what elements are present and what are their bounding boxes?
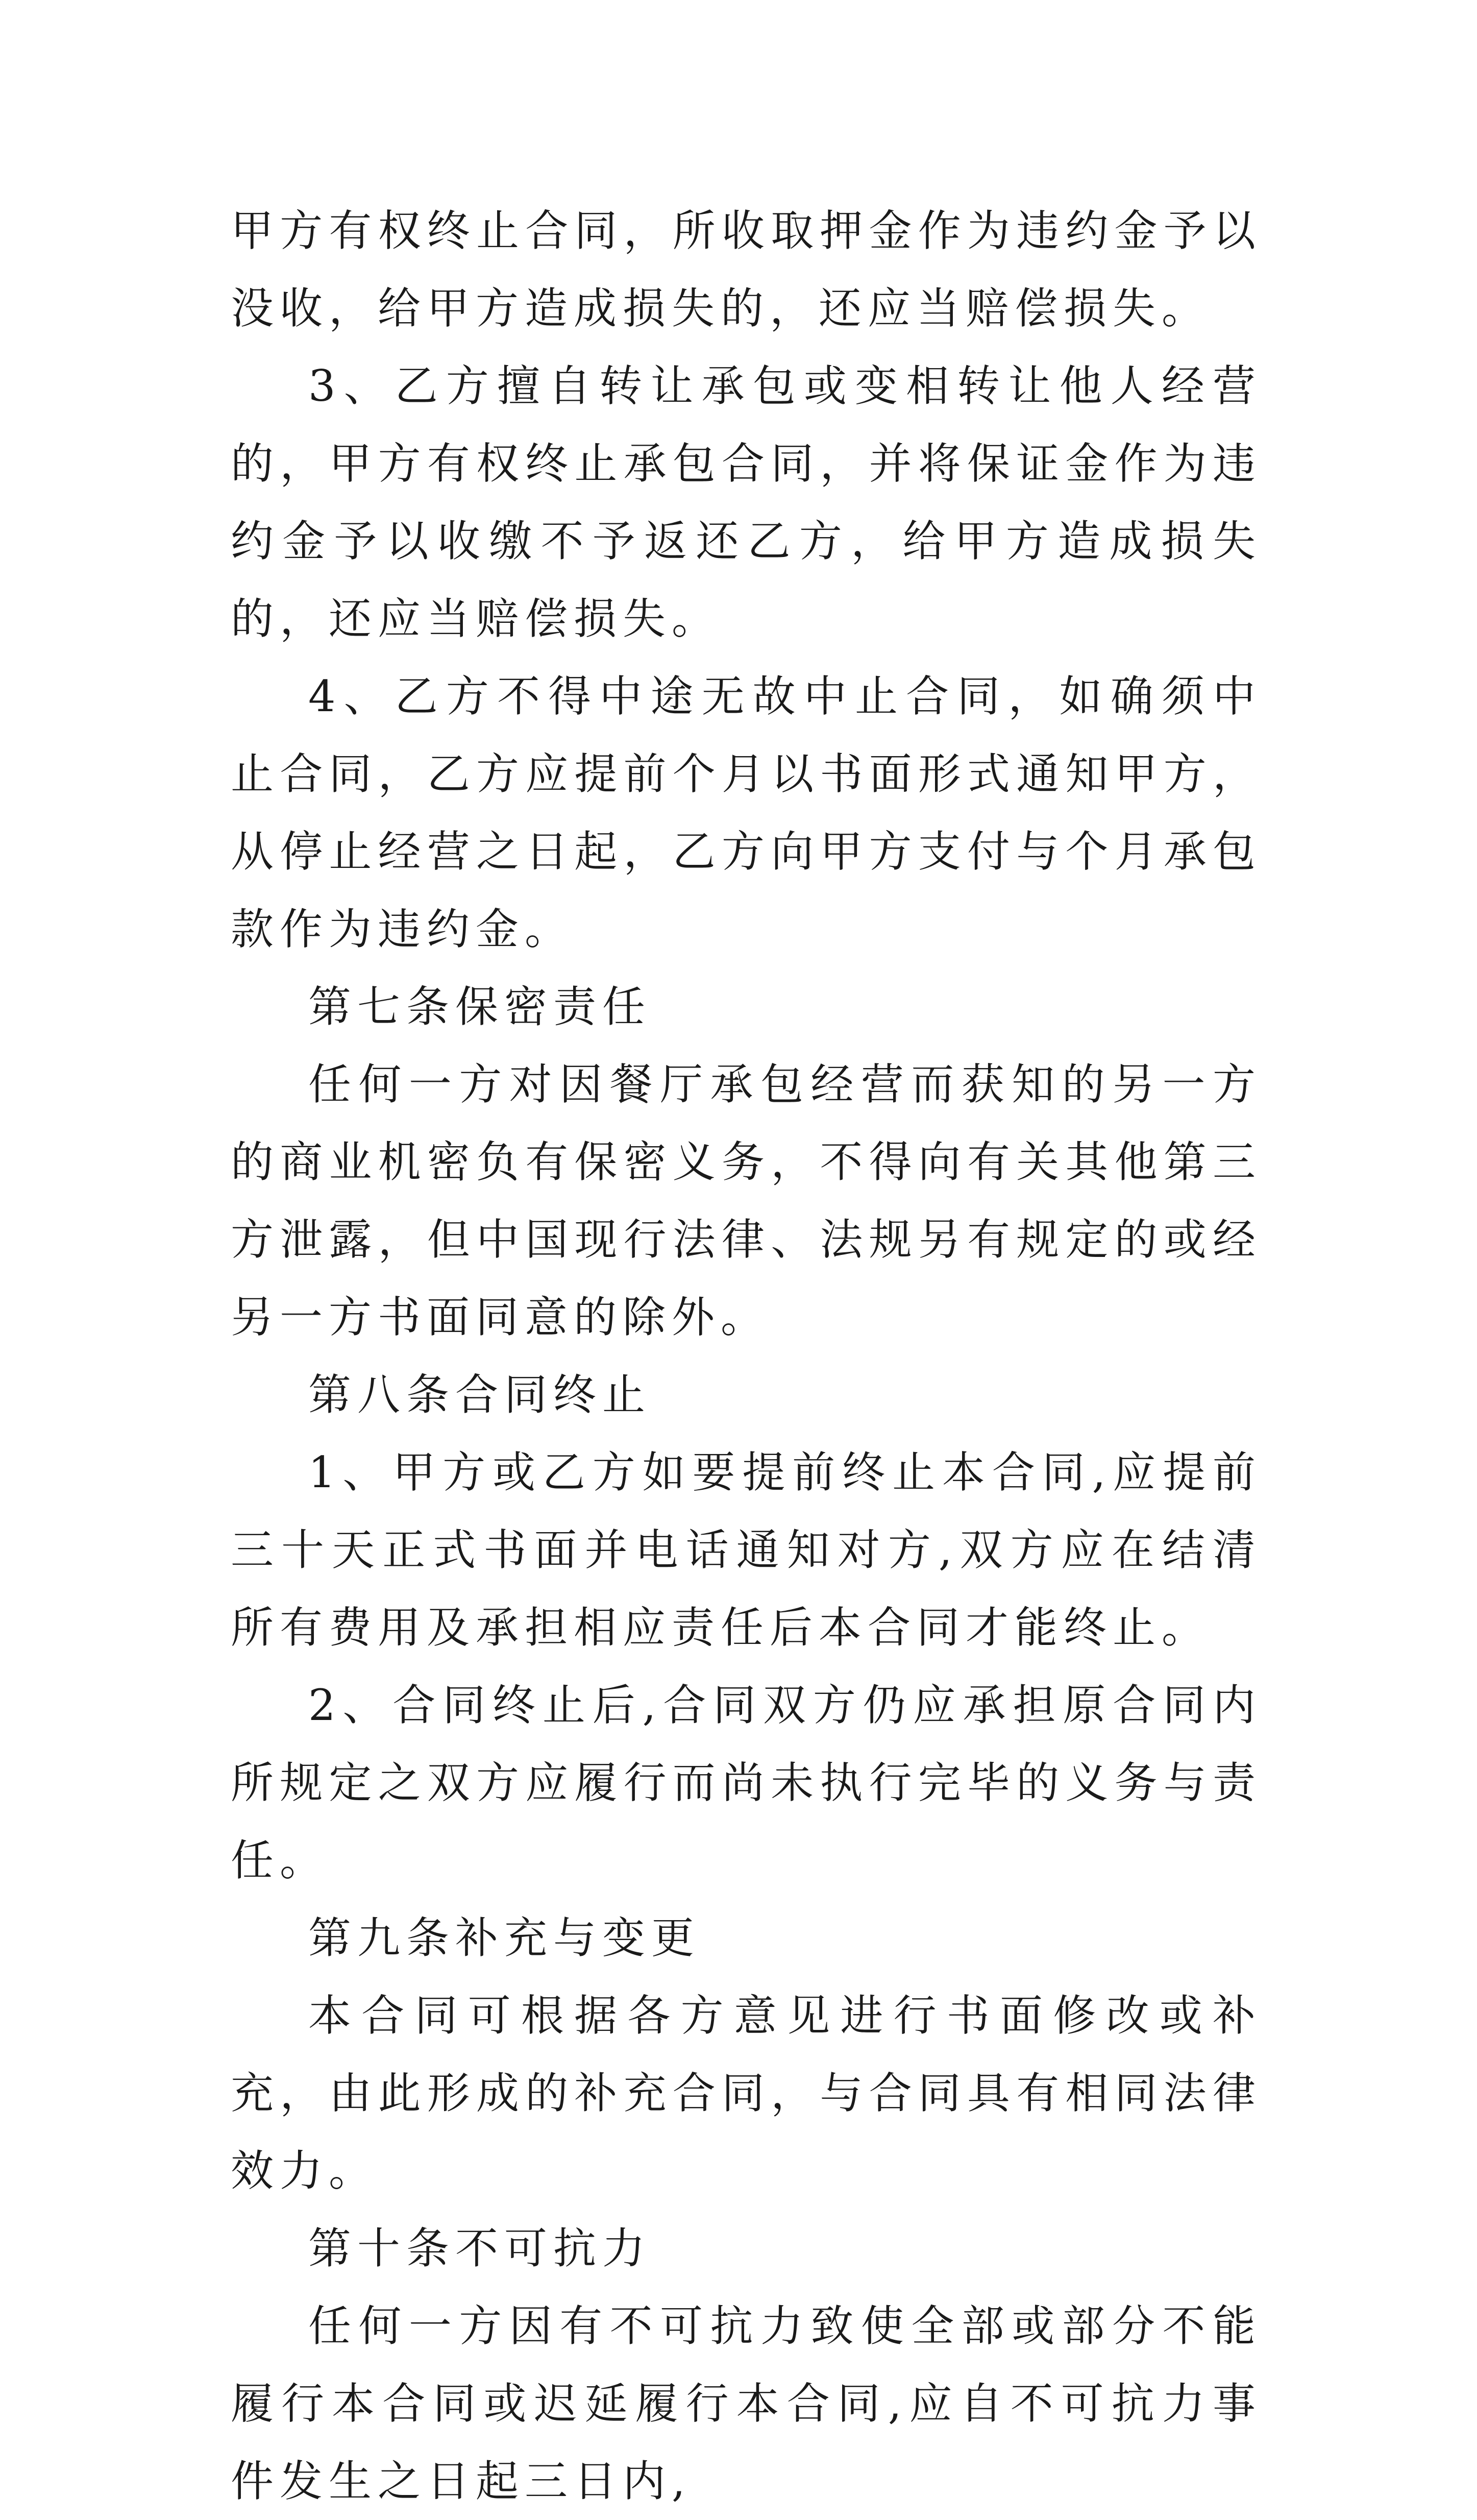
paragraph-termination-2: 2、合同终止后,合同双方仍应承担原合同内所规定之双方应履行而尚未执行完毕的义务与责任。 bbox=[231, 1680, 1262, 1885]
paragraph-clause-3: 3、乙方擅自转让承包或变相转让他人经营的，甲方有权终止承包合同，并将保证金作为违约金予以收缴不予返还乙方，给甲方造成损失的，还应当赔偿损失。 bbox=[231, 361, 1262, 644]
paragraph-amendment: 本合同可根据各方意见进行书面修改或补充，由此形成的补充合同，与合同具有相同法律效力。 bbox=[231, 1991, 1262, 2196]
paragraph-confidentiality: 任何一方对因餐厅承包经营而获知的另一方的商业机密负有保密义务，不得向有关其他第三方泄露，但中国现行法律、法规另有规定的或经另一方书面同意的除外。 bbox=[231, 1059, 1262, 1342]
paragraph-force-majeure: 任何一方因有不可抗力致使全部或部分不能履行本合同或迟延履行本合同,应自不可抗力事件发生之日起三日内, bbox=[231, 2301, 1262, 2506]
section-heading-article-8: 第八条合同终止 bbox=[308, 1370, 652, 1420]
paragraph-clause-4: 4、乙方不得中途无故中止合同，如确须中止合同，乙方应提前个月以书面形式通知甲方，从停止经营之日起，乙方向甲方支付与个月承包款作为违约金。 bbox=[231, 671, 1262, 954]
section-heading-article-10: 第十条不可抗力 bbox=[308, 2223, 652, 2273]
paragraph-termination-1: 1、甲方或乙方如要提前终止本合同,应提前三十天正式书面并电话通知对方,双方应在结清所有费用及承担相应责任后本合同才能终止。 bbox=[231, 1447, 1262, 1653]
section-heading-article-7: 第七条保密责任 bbox=[308, 982, 652, 1032]
section-heading-article-9: 第九条补充与变更 bbox=[308, 1913, 701, 1963]
paragraph-continuation: 甲方有权终止合同，所收取押金作为违约金予以没收，给甲方造成损失的，还应当赔偿损失。 bbox=[231, 206, 1262, 333]
document-body bbox=[231, 192, 1262, 2520]
